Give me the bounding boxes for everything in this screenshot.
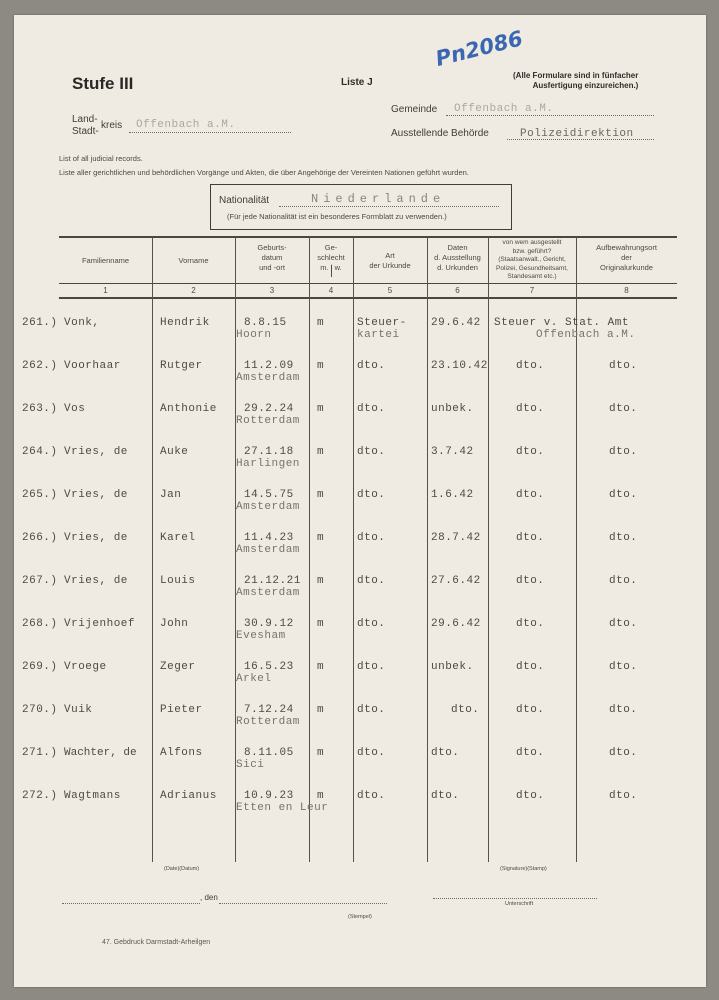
row-kept-at: dto.	[609, 446, 638, 458]
behoerde-label: Ausstellende Behörde	[391, 128, 489, 139]
row-surname: Vries, de	[64, 489, 128, 501]
row-kept-at: dto.	[609, 704, 638, 716]
row-document-type: dto.	[357, 575, 386, 587]
row-birth-date: 8.11.05	[244, 747, 294, 759]
row-number: 267.)	[22, 575, 58, 587]
kreis-label: kreis	[101, 120, 123, 131]
row-issued-by: dto.	[516, 446, 545, 458]
row-sex: m	[317, 790, 325, 802]
row-document-type: dto.	[357, 661, 386, 673]
row-birth-place: Amsterdam	[236, 587, 300, 599]
row-document-type: Steuer-	[357, 317, 407, 329]
row-birth-date: 16.5.23	[244, 661, 294, 673]
row-surname: Voorhaar	[64, 360, 121, 372]
row-sex: m	[317, 747, 325, 759]
col-number-7: 7	[529, 286, 535, 295]
row-first-name: Jan	[160, 489, 182, 501]
col-number-8: 8	[624, 286, 629, 295]
copies-note	[513, 71, 638, 91]
row-kept-at: dto.	[609, 532, 638, 544]
row-birth-date: 29.2.24	[244, 403, 294, 415]
row-first-name: Anthonie	[160, 403, 217, 415]
col-header-3-line3: und -ort	[259, 263, 285, 272]
row-issued-by: dto.	[516, 790, 545, 802]
table-row	[14, 790, 706, 833]
signature-footnote: (Signature)(Stamp)	[500, 866, 547, 872]
row-document-type-2: kartei	[357, 329, 400, 341]
row-number: 265.)	[22, 489, 58, 501]
row-issue-date: 29.6.42	[431, 618, 481, 630]
row-sex: m	[317, 446, 325, 458]
row-birth-date: 14.5.75	[244, 489, 294, 501]
table-row	[14, 618, 706, 661]
row-surname: Wagtmans	[64, 790, 121, 802]
row-birth-place: Etten en Leur	[236, 802, 329, 814]
nationality-label: Nationalität	[219, 195, 270, 206]
row-number: 269.)	[22, 661, 58, 673]
row-document-type: dto.	[357, 704, 386, 716]
col-header-3-line2: datum	[261, 253, 283, 262]
table-row	[14, 704, 706, 747]
row-surname: Vries, de	[64, 446, 128, 458]
table-row	[14, 403, 706, 446]
col-number-6: 6	[455, 286, 460, 295]
table-row	[14, 747, 706, 790]
row-surname: Vuik	[64, 704, 93, 716]
col-header-5	[353, 251, 427, 271]
gemeinde-value: Offenbach a.M.	[454, 103, 554, 115]
row-surname: Vrijenhoef	[64, 618, 136, 630]
row-number: 271.)	[22, 747, 58, 759]
col-header-3	[235, 243, 309, 273]
row-issued-by: dto.	[516, 360, 545, 372]
row-first-name: Rutger	[160, 360, 203, 372]
stufe-label: Stufe III	[72, 74, 134, 93]
row-number: 270.)	[22, 704, 58, 716]
row-issue-date: dto.	[431, 790, 460, 802]
table-row	[14, 446, 706, 489]
table-row	[14, 489, 706, 532]
col-header-7-line4: Polizei, Gesundheitsamt,	[496, 264, 568, 272]
col-header-3-line1: Geburts-	[257, 243, 287, 252]
kreis-line	[129, 132, 291, 133]
row-kept-at: dto.	[609, 489, 638, 501]
row-document-type: dto.	[357, 489, 386, 501]
row-sex: m	[317, 317, 325, 329]
row-document-type: dto.	[357, 790, 386, 802]
copies-note-line2: Ausfertigung einzureichen.)	[532, 81, 639, 90]
row-issued-by: dto.	[516, 618, 545, 630]
row-birth-place: Amsterdam	[236, 501, 300, 513]
row-issued-by-2: Offenbach a.M.	[536, 329, 636, 341]
col-header-1	[59, 256, 152, 266]
behoerde-value: Polizeidirektion	[520, 128, 634, 140]
row-document-type: dto.	[357, 446, 386, 458]
col-header-6-line3: d. Urkunden	[437, 263, 478, 272]
row-sex: m	[317, 489, 325, 501]
row-issue-date: dto.	[451, 704, 480, 716]
copies-note-line1: (Alle Formulare sind in fünfacher	[513, 71, 639, 80]
row-birth-date: 7.12.24	[244, 704, 294, 716]
row-issue-date: unbek.	[431, 403, 474, 415]
stempel-label: (Stempel)	[348, 914, 372, 920]
row-birth-place: Harlingen	[236, 458, 300, 470]
unterschrift-label: Unterschrift	[505, 901, 534, 907]
nationality-line	[279, 206, 499, 207]
row-sex: m	[317, 661, 325, 673]
row-issued-by: dto.	[516, 747, 545, 759]
row-surname: Vonk,	[64, 317, 100, 329]
col-header-5-line2: der Urkunde	[369, 261, 411, 270]
col-number-4: 4	[328, 286, 334, 295]
col-header-8-line1: Aufbewahrungsort	[596, 243, 657, 252]
row-document-type: dto.	[357, 747, 386, 759]
row-kept-at: dto.	[609, 360, 638, 372]
list-title-de: Liste aller gerichtlichen und behördlichen Vorgänge und Akten, die über Angehörige der Vereinten Nationen geführt wurden.	[59, 168, 469, 177]
row-first-name: Alfons	[160, 747, 203, 759]
col-header-6-line2: d. Ausstellung	[434, 253, 481, 262]
table-row	[14, 532, 706, 575]
table-row	[14, 575, 706, 618]
col-header-8-line2: der	[621, 253, 632, 262]
nationality-box	[210, 184, 512, 230]
printer-imprint: 47. Gebdruck Darmstadt-Arheilgen	[102, 939, 211, 946]
row-birth-date: 21.12.21	[244, 575, 301, 587]
row-birth-date: 30.9.12	[244, 618, 294, 630]
row-document-type: dto.	[357, 403, 386, 415]
row-surname: Vroege	[64, 661, 107, 673]
row-issue-date: 28.7.42	[431, 532, 481, 544]
row-birth-date: 27.1.18	[244, 446, 294, 458]
kreis-value: Offenbach a.M.	[136, 119, 236, 131]
row-birth-place: Evesham	[236, 630, 286, 642]
row-first-name: Zeger	[160, 661, 196, 673]
col-header-8-line3: Originalurkunde	[600, 263, 653, 272]
row-birth-place: Sici	[236, 759, 265, 771]
col-header-7-line1: von wem ausgestellt	[502, 239, 562, 246]
row-birth-date: 8.8.15	[244, 317, 287, 329]
col-header-4-line2: schlecht	[317, 253, 345, 262]
row-issue-date: 29.6.42	[431, 317, 481, 329]
row-document-type: dto.	[357, 618, 386, 630]
list-title-en: List of all judicial records.	[59, 154, 143, 163]
row-first-name: Adrianus	[160, 790, 217, 802]
gemeinde-line	[446, 115, 654, 116]
row-kept-at: dto.	[609, 661, 638, 673]
row-sex: m	[317, 575, 325, 587]
row-issued-by: dto.	[516, 575, 545, 587]
row-birth-place: Rotterdam	[236, 415, 300, 427]
place-line	[62, 903, 200, 904]
col-number-1: 1	[103, 286, 108, 295]
table-row	[14, 360, 706, 403]
row-birth-place: Amsterdam	[236, 544, 300, 556]
row-issue-date: 27.6.42	[431, 575, 481, 587]
table-row	[14, 661, 706, 704]
row-first-name: Louis	[160, 575, 196, 587]
row-birth-place: Hoorn	[236, 329, 272, 341]
col-header-4	[309, 243, 353, 273]
row-issue-date: 23.10.42	[431, 360, 488, 372]
row-number: 272.)	[22, 790, 58, 802]
row-document-type: dto.	[357, 360, 386, 372]
row-first-name: John	[160, 618, 189, 630]
row-kept-at: dto.	[609, 403, 638, 415]
row-birth-date: 11.4.23	[244, 532, 294, 544]
row-sex: m	[317, 704, 325, 716]
row-birth-date: 11.2.09	[244, 360, 294, 372]
row-first-name: Hendrik	[160, 317, 210, 329]
col-number-2: 2	[191, 286, 196, 295]
col-number-5: 5	[387, 286, 393, 295]
date-footnote: (Date)(Datum)	[164, 866, 200, 872]
row-number: 263.)	[22, 403, 58, 415]
nationality-note: (Für jede Nationalität ist ein besonderes Formblatt zu verwenden.)	[227, 212, 447, 221]
row-first-name: Karel	[160, 532, 196, 544]
row-issued-by: dto.	[516, 661, 545, 673]
row-birth-place: Rotterdam	[236, 716, 300, 728]
row-sex: m	[317, 532, 325, 544]
row-issue-date: dto.	[431, 747, 460, 759]
row-number: 264.)	[22, 446, 58, 458]
col-header-4-line1: Ge-	[324, 243, 338, 252]
col-header-1-line: Familienname	[81, 256, 130, 265]
col-header-4-line3: m. | w.	[320, 263, 342, 272]
row-sex: m	[317, 360, 325, 372]
row-issued-by: dto.	[516, 489, 545, 501]
col-header-5-line1: Art	[385, 251, 395, 260]
row-number: 262.)	[22, 360, 58, 372]
row-surname: Vries, de	[64, 575, 128, 587]
row-first-name: Pieter	[160, 704, 203, 716]
table-row	[14, 317, 706, 360]
col-number-3: 3	[269, 286, 275, 295]
row-kept-at: dto.	[609, 618, 638, 630]
row-number: 261.)	[22, 317, 58, 329]
row-issued-by: dto.	[516, 403, 545, 415]
row-number: 266.)	[22, 532, 58, 544]
date-line	[219, 903, 387, 904]
col-header-7-line5: Standesamt etc.)	[507, 273, 557, 280]
row-first-name: Auke	[160, 446, 189, 458]
row-birth-place: Arkel	[236, 673, 272, 685]
row-kept-at: dto.	[609, 747, 638, 759]
row-sex: m	[317, 618, 325, 630]
nationality-value: Niederlande	[311, 192, 446, 206]
land-label: Land-	[72, 114, 98, 125]
row-issue-date: 3.7.42	[431, 446, 474, 458]
handwritten-reference: Pn2086	[433, 26, 526, 71]
row-issued-by: Steuer v. Stat. Amt	[494, 317, 629, 329]
col-header-6-line1: Daten	[447, 243, 468, 252]
row-sex: m	[317, 403, 325, 415]
col-header-2-line: Vorname	[178, 256, 209, 265]
row-kept-at: dto.	[609, 790, 638, 802]
row-surname: Vos	[64, 403, 86, 415]
stadt-label: Stadt-	[72, 126, 99, 137]
row-issued-by: dto.	[516, 532, 545, 544]
row-issued-by: dto.	[516, 704, 545, 716]
col-header-2	[152, 256, 235, 266]
row-kept-at: dto.	[609, 575, 638, 587]
row-issue-date: 1.6.42	[431, 489, 474, 501]
col-header-7	[488, 239, 576, 282]
gemeinde-label: Gemeinde	[391, 104, 438, 115]
col-header-7-line3: (Staatsanwalt., Gericht,	[498, 256, 566, 263]
row-birth-place: Amsterdam	[236, 372, 300, 384]
signature-line	[433, 898, 597, 899]
den-label: , den	[200, 893, 218, 902]
col-header-6	[427, 243, 488, 273]
col-header-7-line2: bzw. geführt?	[512, 247, 552, 255]
row-birth-date: 10.9.23	[244, 790, 294, 802]
row-document-type: dto.	[357, 532, 386, 544]
document-page	[14, 15, 706, 987]
row-issue-date: unbek.	[431, 661, 474, 673]
col-header-8	[576, 243, 677, 273]
row-surname: Vries, de	[64, 532, 128, 544]
row-surname: Wachter, de	[64, 747, 137, 759]
row-number: 268.)	[22, 618, 58, 630]
liste-label: Liste J	[341, 77, 373, 88]
